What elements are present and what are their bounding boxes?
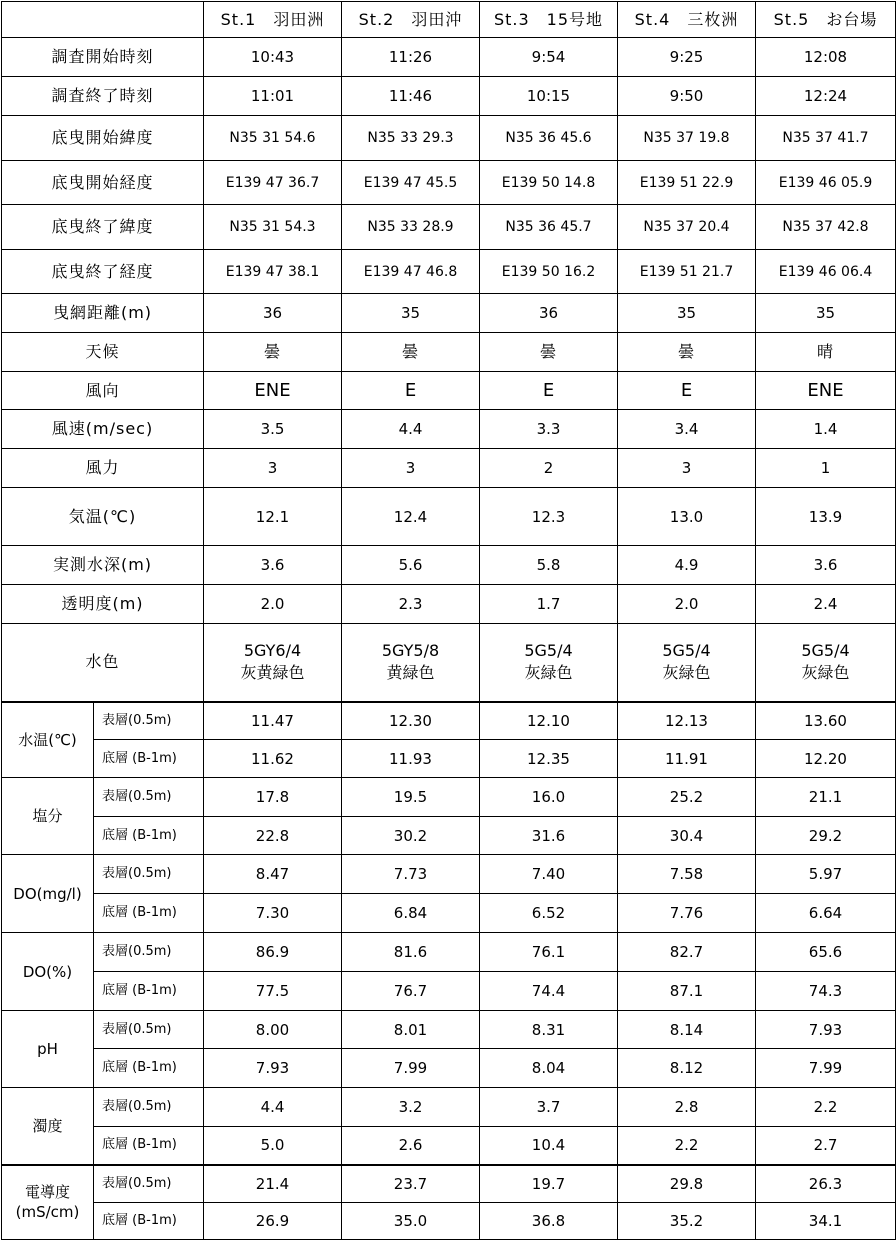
value-cell: 6.84 [342,894,480,933]
table-row [2,294,896,333]
value-cell: 35.2 [618,1203,756,1240]
value-cell: 7.76 [618,894,756,933]
value-cell: 81.6 [342,933,480,972]
value-cell: 35 [756,294,896,333]
layer-label: 表層(0.5m) [94,702,204,740]
layer-label: 表層(0.5m) [94,778,204,817]
value-cell: E139 50 14.8 [480,161,618,205]
value-cell: 8.00 [204,1011,342,1049]
value-cell: 29.2 [756,817,896,855]
value-cell: 35 [342,294,480,333]
value-cell: 10:43 [204,38,342,77]
value-cell: 3.6 [204,546,342,585]
color-code: 5G5/4 [801,641,850,661]
table-row [2,972,896,1011]
value-cell: 11.91 [618,740,756,778]
value-cell: N35 33 29.3 [342,116,480,161]
value-cell: 7.93 [204,1049,342,1088]
value-cell: 1.4 [756,410,896,449]
value-cell: 12:08 [756,38,896,77]
value-cell: 曇 [480,333,618,372]
row-label: 水色 [2,624,204,702]
value-cell: 晴 [756,333,896,372]
value-cell: 8.12 [618,1049,756,1088]
value-cell: N35 33 28.9 [342,205,480,250]
value-cell: 6.64 [756,894,896,933]
value-cell: 76.7 [342,972,480,1011]
value-cell: 1.7 [480,585,618,624]
color-name: 黄緑色 [386,663,435,683]
water-color-cell [480,624,618,702]
row-label: 気温(℃) [2,488,204,546]
value-cell: 2.2 [618,1127,756,1165]
table-row [2,488,896,546]
value-cell: 36 [204,294,342,333]
value-cell: 16.0 [480,778,618,817]
value-cell: ENE [756,372,896,410]
row-label: 透明度(m) [2,585,204,624]
value-cell: 25.2 [618,778,756,817]
row-label: 実測水深(m) [2,546,204,585]
table-row [2,333,896,372]
row-label: 底曳終了緯度 [2,205,204,250]
layer-label: 表層(0.5m) [94,1088,204,1127]
table-row [2,894,896,933]
corner-cell [2,2,204,38]
color-name: 灰黄緑色 [240,663,305,683]
value-cell: E139 51 22.9 [618,161,756,205]
value-cell: 7.99 [342,1049,480,1088]
table-row [2,1165,896,1203]
table-row [2,855,896,894]
table-row [2,1203,896,1240]
value-cell: E139 46 06.4 [756,250,896,294]
value-cell: 82.7 [618,933,756,972]
value-cell: 11:46 [342,77,480,116]
value-cell: 2.4 [756,585,896,624]
table-row [2,817,896,855]
value-cell: N35 31 54.6 [204,116,342,161]
value-cell: 30.2 [342,817,480,855]
station-header: St.5 お台場 [756,2,896,38]
color-name: 灰緑色 [662,663,711,683]
value-cell: 9:54 [480,38,618,77]
value-cell: 76.1 [480,933,618,972]
table-row [2,933,896,972]
value-cell: N35 37 19.8 [618,116,756,161]
water-color-cell [204,624,342,702]
value-cell: 11:01 [204,77,342,116]
value-cell: 19.7 [480,1165,618,1203]
value-cell: E [342,372,480,410]
table-row [2,116,896,161]
header-row [2,2,896,38]
value-cell: 86.9 [204,933,342,972]
water-color-cell [618,624,756,702]
table-row [2,372,896,410]
value-cell: 23.7 [342,1165,480,1203]
value-cell: 2.0 [204,585,342,624]
value-cell: 10.4 [480,1127,618,1165]
value-cell: N35 37 20.4 [618,205,756,250]
value-cell: 77.5 [204,972,342,1011]
value-cell: 34.1 [756,1203,896,1240]
value-cell: 21.4 [204,1165,342,1203]
layer-label: 表層(0.5m) [94,933,204,972]
color-code: 5GY5/8 [381,641,440,661]
value-cell: 12.30 [342,702,480,740]
table-row [2,77,896,116]
value-cell: 11.47 [204,702,342,740]
value-cell: 13.9 [756,488,896,546]
value-cell: N35 37 42.8 [756,205,896,250]
value-cell: 30.4 [618,817,756,855]
row-label: 天候 [2,333,204,372]
layer-label: 底層 (B-1m) [94,817,204,855]
value-cell: 10:15 [480,77,618,116]
value-cell: 13.0 [618,488,756,546]
row-label: 調査終了時刻 [2,77,204,116]
value-cell: 3.5 [204,410,342,449]
value-cell: 曇 [204,333,342,372]
group-label: DO(%) [2,933,94,1011]
value-cell: 6.52 [480,894,618,933]
value-cell: 3 [342,449,480,488]
value-cell: 3.4 [618,410,756,449]
value-cell: ENE [204,372,342,410]
value-cell: 26.9 [204,1203,342,1240]
value-cell: 36.8 [480,1203,618,1240]
value-cell: 曇 [342,333,480,372]
layer-label: 表層(0.5m) [94,1011,204,1049]
value-cell: 12.3 [480,488,618,546]
water-color-row [2,624,896,702]
value-cell: 5.8 [480,546,618,585]
value-cell: E139 50 16.2 [480,250,618,294]
station-header: St.4 三枚洲 [618,2,756,38]
value-cell: E139 47 38.1 [204,250,342,294]
value-cell: E [480,372,618,410]
value-cell: 26.3 [756,1165,896,1203]
value-cell: 7.58 [618,855,756,894]
value-cell: 2.6 [342,1127,480,1165]
value-cell: N35 31 54.3 [204,205,342,250]
value-cell: 9:50 [618,77,756,116]
value-cell: 12.4 [342,488,480,546]
value-cell: 5.6 [342,546,480,585]
value-cell: 74.3 [756,972,896,1011]
table-row [2,1011,896,1049]
value-cell: E139 47 36.7 [204,161,342,205]
value-cell: 7.40 [480,855,618,894]
value-cell: 12.20 [756,740,896,778]
value-cell: 35 [618,294,756,333]
value-cell: 8.14 [618,1011,756,1049]
value-cell: 4.4 [204,1088,342,1127]
value-cell: 5.0 [204,1127,342,1165]
station-header: St.1 羽田洲 [204,2,342,38]
layer-label: 底層 (B-1m) [94,1127,204,1165]
layer-label: 底層 (B-1m) [94,972,204,1011]
value-cell: 3.6 [756,546,896,585]
value-cell: 74.4 [480,972,618,1011]
row-label: 風速(m/sec) [2,410,204,449]
table-row [2,585,896,624]
value-cell: N35 36 45.7 [480,205,618,250]
value-cell: 8.04 [480,1049,618,1088]
value-cell: 12.1 [204,488,342,546]
value-cell: 22.8 [204,817,342,855]
value-cell: 曇 [618,333,756,372]
value-cell: 7.99 [756,1049,896,1088]
value-cell: 35.0 [342,1203,480,1240]
value-cell: 12:24 [756,77,896,116]
value-cell: 17.8 [204,778,342,817]
value-cell: E139 46 05.9 [756,161,896,205]
table-row [2,250,896,294]
value-cell: 7.73 [342,855,480,894]
layer-label: 表層(0.5m) [94,855,204,894]
value-cell: 2.0 [618,585,756,624]
value-cell: 8.31 [480,1011,618,1049]
table-row [2,1049,896,1088]
color-name: 灰緑色 [524,663,573,683]
value-cell: 29.8 [618,1165,756,1203]
layer-label: 底層 (B-1m) [94,740,204,778]
value-cell: E139 47 46.8 [342,250,480,294]
value-cell: 11.62 [204,740,342,778]
value-cell: 5.97 [756,855,896,894]
value-cell: E [618,372,756,410]
layer-label: 底層 (B-1m) [94,1049,204,1088]
value-cell: 8.47 [204,855,342,894]
value-cell: N35 36 45.6 [480,116,618,161]
layer-label: 底層 (B-1m) [94,894,204,933]
value-cell: 11:26 [342,38,480,77]
station-header: St.2 羽田沖 [342,2,480,38]
value-cell: 7.30 [204,894,342,933]
row-label: 曳網距離(m) [2,294,204,333]
group-label: 電導度 (mS/cm) [2,1165,94,1240]
row-label: 風向 [2,372,204,410]
value-cell: 3 [204,449,342,488]
value-cell: E139 47 45.5 [342,161,480,205]
table-row [2,205,896,250]
value-cell: 3.2 [342,1088,480,1127]
table-row [2,1127,896,1165]
table-row [2,161,896,205]
table-row [2,546,896,585]
value-cell: E139 51 21.7 [618,250,756,294]
value-cell: 8.01 [342,1011,480,1049]
value-cell: 12.13 [618,702,756,740]
color-name: 灰緑色 [801,663,850,683]
value-cell: 4.4 [342,410,480,449]
value-cell: 13.60 [756,702,896,740]
value-cell: 21.1 [756,778,896,817]
row-label: 調査開始時刻 [2,38,204,77]
group-label: 水温(℃) [2,702,94,778]
color-code: 5GY6/4 [243,641,302,661]
value-cell: N35 37 41.7 [756,116,896,161]
table-row [2,410,896,449]
layer-label: 底層 (B-1m) [94,1203,204,1240]
value-cell: 2.2 [756,1088,896,1127]
color-code: 5G5/4 [524,641,573,661]
table-row [2,778,896,817]
layer-label: 表層(0.5m) [94,1165,204,1203]
group-label: 塩分 [2,778,94,855]
group-label: 濁度 [2,1088,94,1165]
value-cell: 2.8 [618,1088,756,1127]
value-cell: 65.6 [756,933,896,972]
value-cell: 36 [480,294,618,333]
row-label: 底曳開始緯度 [2,116,204,161]
value-cell: 4.9 [618,546,756,585]
value-cell: 11.93 [342,740,480,778]
value-cell: 87.1 [618,972,756,1011]
group-label: DO(mg/l) [2,855,94,933]
table-row [2,702,896,740]
value-cell: 9:25 [618,38,756,77]
value-cell: 3.7 [480,1088,618,1127]
water-color-cell [756,624,896,702]
value-cell: 3.3 [480,410,618,449]
table-row [2,740,896,778]
group-label: pH [2,1011,94,1088]
table-row [2,1088,896,1127]
row-label: 風力 [2,449,204,488]
color-code: 5G5/4 [662,641,711,661]
survey-data-table [1,1,896,1240]
value-cell: 31.6 [480,817,618,855]
value-cell: 12.35 [480,740,618,778]
table-row [2,38,896,77]
value-cell: 1 [756,449,896,488]
row-label: 底曳開始経度 [2,161,204,205]
value-cell: 2 [480,449,618,488]
value-cell: 2.3 [342,585,480,624]
value-cell: 2.7 [756,1127,896,1165]
row-label: 底曳終了経度 [2,250,204,294]
water-color-cell [342,624,480,702]
value-cell: 7.93 [756,1011,896,1049]
value-cell: 12.10 [480,702,618,740]
table-row [2,449,896,488]
value-cell: 19.5 [342,778,480,817]
value-cell: 3 [618,449,756,488]
station-header: St.3 15号地 [480,2,618,38]
